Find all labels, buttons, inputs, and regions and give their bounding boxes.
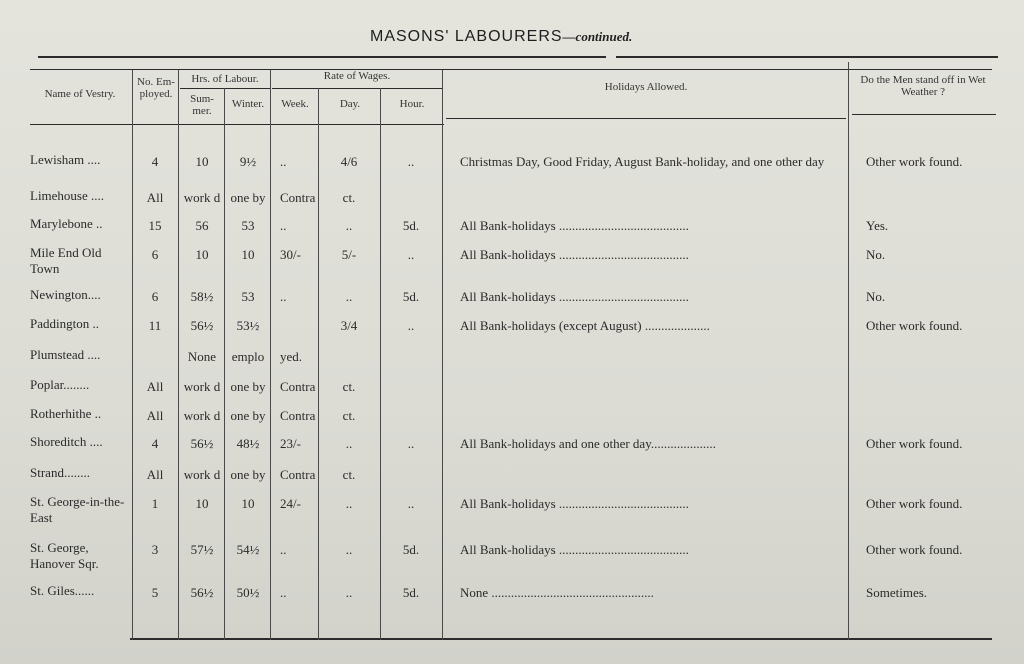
cell-winter: one by — [230, 379, 266, 394]
cell-hour: 5d. — [402, 542, 420, 557]
cell-holidays: None .................................................. — [460, 585, 654, 600]
cell-week: yed. — [280, 349, 303, 364]
cell-winter: 53½ — [236, 318, 260, 333]
cell-name: Poplar........ — [30, 377, 90, 392]
cell-winter: 54½ — [236, 542, 260, 557]
cell-winter: emplo — [231, 349, 265, 364]
cell-week: Contra — [280, 190, 316, 205]
cell-summer: 10 — [195, 154, 209, 169]
cell-day: ct. — [342, 467, 356, 482]
cell-summer: None — [187, 349, 217, 364]
header-holidays: Holidays Allowed. — [604, 81, 688, 93]
cell-summer: 56½ — [190, 318, 214, 333]
cell-employed: All — [146, 408, 164, 423]
cell-wet: No. — [866, 247, 886, 262]
col-divider — [270, 70, 271, 640]
cell-week: .. — [280, 154, 287, 169]
cell-name: Paddington .. — [30, 316, 99, 331]
cell-name: St. Giles...... — [30, 583, 95, 598]
cell-summer: 56 — [195, 218, 209, 233]
cell-employed: 15 — [148, 218, 162, 233]
cell-wet: No. — [866, 289, 886, 304]
cell-day: .. — [345, 436, 353, 451]
cell-day: 3/4 — [340, 318, 358, 333]
cell-day: 5/- — [341, 247, 357, 262]
cell-employed: 5 — [151, 585, 159, 600]
cell-hour: .. — [407, 436, 415, 451]
cell-holidays: All Bank-holidays ........................................ — [460, 218, 689, 233]
col-divider — [132, 70, 133, 640]
cell-day: ct. — [342, 379, 356, 394]
cell-week: Contra — [280, 379, 316, 394]
cell-day: .. — [345, 496, 353, 511]
cell-day: .. — [345, 585, 353, 600]
cell-wet: Other work found. — [866, 542, 963, 557]
cell-winter: 53 — [241, 289, 255, 304]
cell-holidays: All Bank-holidays and one other day.................... — [460, 436, 716, 451]
cell-employed: 1 — [151, 496, 159, 511]
cell-employed: 3 — [151, 542, 159, 557]
cell-hour: 5d. — [402, 218, 420, 233]
col-divider — [178, 70, 179, 640]
cell-wet: Yes. — [866, 218, 889, 233]
cell-name: Newington.... — [30, 287, 101, 302]
cell-employed: All — [146, 379, 164, 394]
cell-hour: .. — [407, 318, 415, 333]
header-employed: No. Em- ployed. — [137, 76, 175, 100]
header-winter: Winter. — [231, 98, 265, 110]
cell-winter: 9½ — [239, 154, 257, 169]
cell-day: .. — [345, 289, 353, 304]
cell-hour: .. — [407, 154, 415, 169]
cell-day: 4/6 — [340, 154, 358, 169]
header-week: Week. — [281, 98, 309, 110]
cell-holidays: All Bank-holidays ........................................ — [460, 542, 689, 557]
cell-employed: 11 — [148, 318, 162, 333]
cell-name: Rotherhithe .. — [30, 406, 102, 421]
cell-name: Shoreditch .... — [30, 434, 103, 449]
cell-summer: 10 — [195, 496, 209, 511]
cell-week: .. — [280, 289, 287, 304]
wages-subrule — [272, 88, 442, 89]
cell-winter: one by — [230, 190, 266, 205]
cell-name: Lewisham .... — [30, 152, 101, 167]
cell-employed: 4 — [151, 436, 159, 451]
cell-name: St. George-in-the-East — [30, 494, 125, 525]
cell-hour: .. — [407, 496, 415, 511]
header-bottom-rule-right — [852, 114, 996, 115]
cell-summer: 58½ — [190, 289, 214, 304]
cell-name: Strand........ — [30, 465, 90, 480]
cell-summer: 10 — [195, 247, 209, 262]
cell-wet: Other work found. — [866, 318, 963, 333]
title-suffix: —continued. — [562, 29, 633, 44]
cell-day: .. — [345, 542, 353, 557]
col-divider — [442, 70, 443, 640]
cell-summer: work d — [183, 379, 221, 394]
header-hour: Hour. — [399, 98, 425, 110]
cell-employed: All — [146, 190, 164, 205]
cell-name: Marylebone .. — [30, 216, 103, 231]
cell-wet: Other work found. — [866, 436, 963, 451]
cell-winter: 53 — [241, 218, 255, 233]
header-bottom-rule-mid — [446, 118, 846, 119]
page-title — [370, 28, 632, 46]
cell-day: ct. — [342, 190, 356, 205]
cell-holidays: All Bank-holidays ........................................ — [460, 496, 689, 511]
cell-week: .. — [280, 218, 287, 233]
header-summer: Sum- mer. — [190, 93, 214, 117]
cell-holidays: All Bank-holidays ........................................ — [460, 247, 689, 262]
cell-week: 30/- — [280, 247, 301, 262]
cell-summer: work d — [183, 190, 221, 205]
cell-winter: one by — [230, 408, 266, 423]
cell-employed: 6 — [151, 247, 159, 262]
cell-hour: 5d. — [402, 585, 420, 600]
header-name: Name of Vestry. — [44, 88, 116, 100]
bottom-rule — [130, 638, 992, 640]
cell-summer: work d — [183, 467, 221, 482]
cell-wet: Other work found. — [866, 496, 963, 511]
cell-employed: All — [146, 467, 164, 482]
cell-day: ct. — [342, 408, 356, 423]
cell-week: .. — [280, 542, 287, 557]
col-divider — [224, 88, 225, 640]
cell-name: St. George, Hanover Sqr. — [30, 540, 99, 571]
cell-day: .. — [345, 218, 353, 233]
cell-winter: 10 — [241, 247, 255, 262]
cell-winter: 50½ — [236, 585, 260, 600]
cell-summer: 56½ — [190, 436, 214, 451]
cell-week: Contra — [280, 408, 316, 423]
cell-employed: 6 — [151, 289, 159, 304]
cell-hour: .. — [407, 247, 415, 262]
header-hours-group: Hrs. of Labour. — [191, 73, 259, 85]
hours-subrule — [180, 88, 270, 89]
col-divider — [380, 88, 381, 640]
cell-summer: work d — [183, 408, 221, 423]
header-wages-group: Rate of Wages. — [323, 70, 391, 82]
cell-week: Contra — [280, 467, 316, 482]
cell-week: 23/- — [280, 436, 301, 451]
title-main: MASONS' LABOURERS — [370, 28, 563, 45]
cell-wet: Sometimes. — [866, 585, 928, 600]
cell-employed: 4 — [151, 154, 159, 169]
cell-hour: 5d. — [402, 289, 420, 304]
cell-holidays: All Bank-holidays (except August) .................... — [460, 318, 710, 333]
cell-holidays: Christmas Day, Good Friday, August Bank-holiday, and one other day — [460, 154, 825, 169]
cell-week: .. — [280, 585, 287, 600]
cell-name: Mile End Old Town — [30, 245, 102, 276]
header-wet-weather: Do the Men stand off in Wet Weather ? — [860, 74, 986, 98]
top-rule-left — [38, 56, 606, 58]
cell-wet: Other work found. — [866, 154, 963, 169]
cell-winter: 48½ — [236, 436, 260, 451]
cell-winter: 10 — [241, 496, 255, 511]
cell-week: 24/- — [280, 496, 301, 511]
cell-winter: one by — [230, 467, 266, 482]
cell-name: Plumstead .... — [30, 347, 101, 362]
cell-summer: 57½ — [190, 542, 214, 557]
header-day: Day. — [339, 98, 361, 110]
header-bottom-rule-left — [30, 124, 444, 125]
cell-name: Limehouse .... — [30, 188, 105, 203]
col-divider — [848, 62, 849, 640]
cell-holidays: All Bank-holidays ........................................ — [460, 289, 689, 304]
top-rule-right — [616, 56, 998, 58]
cell-summer: 56½ — [190, 585, 214, 600]
